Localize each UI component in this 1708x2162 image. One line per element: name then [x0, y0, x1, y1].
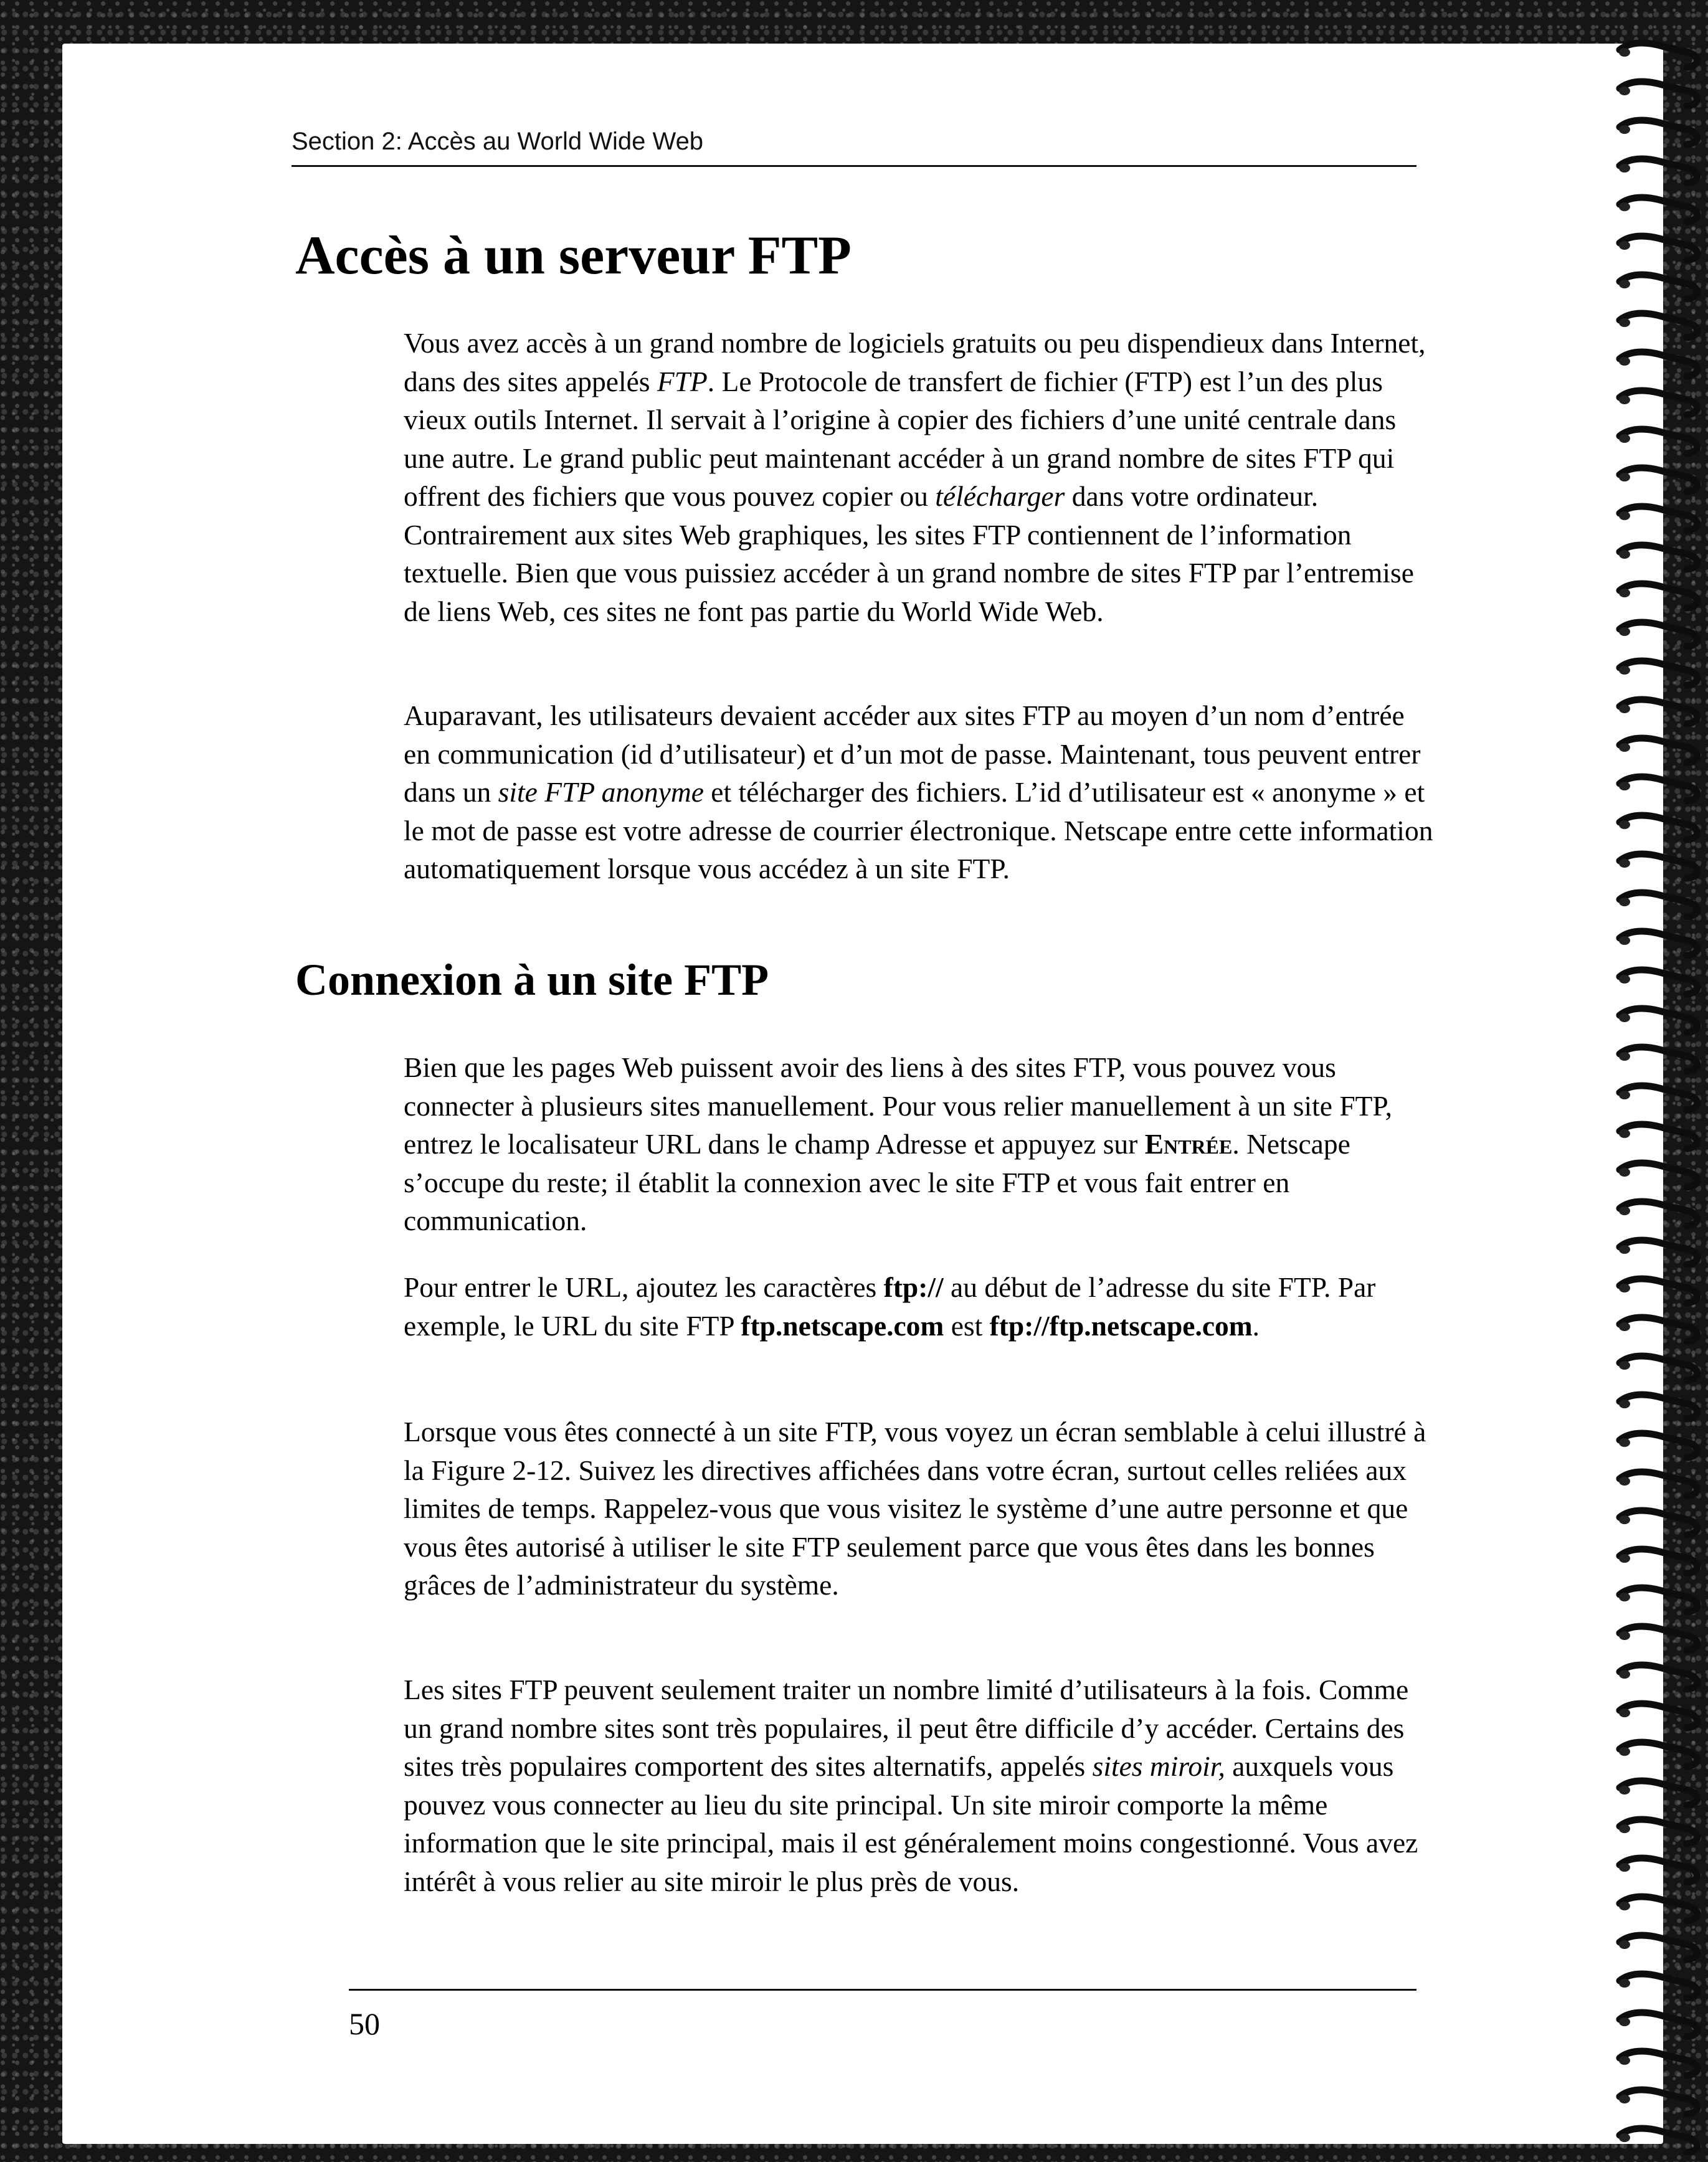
spiral-coil — [1620, 1588, 1697, 1612]
spiral-coil — [1620, 120, 1697, 145]
binding-hole — [1619, 1747, 1630, 1756]
spiral-coil — [1620, 1086, 1697, 1110]
spiral-coil — [1620, 970, 1697, 994]
spiral-coil — [1620, 506, 1697, 531]
spiral-coil — [1620, 2128, 1697, 2153]
binding-hole — [1619, 1709, 1630, 1717]
binding-hole — [1619, 1284, 1630, 1292]
binding-hole — [1619, 1052, 1630, 1061]
binding-hole — [1619, 1902, 1630, 1910]
page-title: Accès à un serveur FTP — [295, 225, 852, 286]
paragraph-url-format: Pour entrer le URL, ajoutez les caractères ftp:// au début de l’adresse du site FTP. Par exemple, le URL du site FTP ftp.netscape.com est ftp://ftp.netscape.com. — [404, 1271, 1376, 1342]
running-header: Section 2: Accès au World Wide Web — [292, 128, 704, 155]
binding-hole — [1619, 87, 1630, 95]
binding-hole — [1619, 1554, 1630, 1563]
footer-rule — [349, 1989, 1416, 1991]
binding-hole — [1619, 782, 1630, 790]
spiral-coil — [1620, 197, 1697, 222]
binding-hole — [1619, 318, 1630, 327]
spiral-coil — [1620, 854, 1697, 878]
binding-hole — [1619, 1091, 1630, 1099]
binding-hole — [1619, 1515, 1630, 1524]
binding-hole — [1619, 820, 1630, 829]
header-rule — [292, 165, 1416, 167]
spiral-coil — [1620, 159, 1697, 183]
spiral-coil — [1620, 391, 1697, 415]
spiral-coil — [1620, 1163, 1697, 1187]
spiral-coil — [1620, 1935, 1697, 1960]
spiral-coil — [1620, 1549, 1697, 1573]
spiral-coils-icon — [1607, 25, 1708, 2155]
binding-hole — [1619, 550, 1630, 559]
binding-hole — [1619, 473, 1630, 481]
spiral-coil — [1620, 2013, 1697, 2037]
spiral-coil — [1620, 275, 1697, 299]
binding-hole — [1619, 2056, 1630, 2065]
section-heading: Connexion à un site FTP — [295, 955, 769, 1005]
spiral-coil — [1620, 1202, 1697, 1226]
spiral-coil — [1620, 1472, 1697, 1496]
binding-hole — [1619, 666, 1630, 675]
spiral-coil — [1620, 1858, 1697, 1882]
binding-hole — [1619, 1361, 1630, 1370]
binding-hole — [1619, 164, 1630, 173]
paragraph-mirror-sites: Les sites FTP peuvent seulement traiter un nombre limité d’utilisateurs à la fois. Comme un grand nombre sites sont très populaires, il peut être difficile d’y accéder. Certains des sites très populaires comportent des sites alternatifs, appelés sites miroir, auxquels vous pouvez vous connecter au lieu du site principal. Un site miroir comporte la même information que le site principal, mais il est généralement moins congestionné. Vous avez intérêt à vous relier au site miroir le plus près de vous. — [404, 1674, 1418, 1897]
spiral-coil — [1620, 1626, 1697, 1651]
binding-hole — [1619, 1477, 1630, 1486]
binding-hole — [1619, 1129, 1630, 1138]
spiral-coil — [1620, 43, 1697, 67]
spiral-coil — [1620, 584, 1697, 608]
binding-hole — [1619, 202, 1630, 211]
paragraph-connect-manually: Bien que les pages Web puissent avoir des liens à des sites FTP, vous pouvez vous connecter à plusieurs sites manuellement. Pour vous relier manuellement à un site FTP, entrez le localisateur URL dans le champ Adresse et appuyez sur Entrée. Netscape s’occupe du reste; il établit la connexion avec le site FTP et vous fait entrer en communication. — [404, 1051, 1393, 1236]
spiral-coil — [1620, 2051, 1697, 2075]
binding-hole — [1619, 975, 1630, 984]
binding-hole — [1619, 1979, 1630, 1988]
spiral-coil — [1620, 1781, 1697, 1805]
spiral-coil — [1620, 236, 1697, 260]
binding-hole — [1619, 1245, 1630, 1254]
binding-hole — [1619, 1013, 1630, 1022]
binding-hole — [1619, 434, 1630, 443]
binding-hole — [1619, 704, 1630, 713]
binding-hole — [1619, 898, 1630, 906]
binding-hole — [1619, 859, 1630, 868]
spiral-coil — [1620, 893, 1697, 917]
binding-hole — [1619, 280, 1630, 288]
spiral-coil — [1620, 622, 1697, 647]
spiral-coil — [1620, 352, 1697, 376]
binding-hole — [1619, 396, 1630, 404]
spiral-coil — [1620, 1704, 1697, 1728]
binding-hole — [1619, 241, 1630, 250]
spiral-coil — [1620, 1974, 1697, 1998]
spiral-coil — [1620, 815, 1697, 840]
spiral-coil — [1620, 1819, 1697, 1844]
spiral-coil — [1620, 545, 1697, 569]
spiral-coil — [1620, 1742, 1697, 1766]
spiral-coil — [1620, 429, 1697, 453]
binding-hole — [1619, 743, 1630, 752]
paragraph-anonymous-ftp: Auparavant, les utilisateurs devaient accéder aux sites FTP au moyen d’un nom d’entrée en communication (id d’utilisateur) et d’un mot de passe. Maintenant, tous peuvent entrer dans un site FTP anonyme et télécharger des fichiers. L’id d’utilisateur est « anonyme » et le mot de passe est votre adresse de courrier électronique. Netscape entre cette information automatiquement lorsque vous accédez à un site FTP. — [404, 699, 1433, 884]
binding-hole — [1619, 1400, 1630, 1408]
spiral-coil — [1620, 1279, 1697, 1303]
binding-hole — [1619, 48, 1630, 57]
spiral-coil — [1620, 82, 1697, 106]
binding-hole — [1619, 1438, 1630, 1447]
binding-hole — [1619, 511, 1630, 520]
spiral-coil — [1620, 699, 1697, 724]
binding-hole — [1619, 357, 1630, 366]
spiral-coil — [1620, 1356, 1697, 1380]
binding-hole — [1619, 627, 1630, 636]
binding-hole — [1619, 1786, 1630, 1795]
spiral-coil — [1620, 2090, 1697, 2114]
spiral-coil — [1620, 1433, 1697, 1458]
binding-hole — [1619, 1322, 1630, 1331]
spiral-coil — [1620, 1665, 1697, 1689]
spiral-coil — [1620, 1047, 1697, 1071]
spiral-coil — [1620, 661, 1697, 685]
spiral-coil — [1620, 1124, 1697, 1149]
spiral-coil — [1620, 1510, 1697, 1535]
paragraph-ftp-intro: Vous avez accès à un grand nombre de logiciels gratuits ou peu dispendieux dans Internet, dans des sites appelés FTP. Le Protocole de transfert de fichier (FTP) est l’un des plus vieux outils Internet. Il servait à l’origine à copier des fichiers d’une unité centrale dans une autre. Le grand public peut maintenant accéder à un grand nombre de sites FTP qui offrent des fichiers que vous pouvez copier ou télécharger dans votre ordinateur. Contrairement aux sites Web graphiques, les sites FTP contiennent de l’information textuelle. Bien que vous puissiez accéder à un grand nombre de sites FTP par l’entremise de liens Web, ces sites ne font pas partie du World Wide Web. — [404, 327, 1426, 627]
binding-hole — [1619, 1940, 1630, 1949]
binding-hole — [1619, 936, 1630, 945]
binding-hole — [1619, 2133, 1630, 2142]
spiral-coil — [1620, 468, 1697, 492]
page-number: 50 — [349, 2006, 380, 2041]
binding-hole — [1619, 1824, 1630, 1833]
binding-hole — [1619, 1631, 1630, 1640]
spiral-coil — [1620, 777, 1697, 801]
spiral-coil — [1620, 738, 1697, 762]
spiral-coil — [1620, 1317, 1697, 1342]
binding-hole — [1619, 125, 1630, 134]
binding-hole — [1619, 589, 1630, 597]
binding-hole — [1619, 1670, 1630, 1679]
spiral-binding — [1607, 25, 1708, 2155]
binding-hole — [1619, 1168, 1630, 1177]
paragraph-connected-screen: Lorsque vous êtes connecté à un site FTP, vous voyez un écran semblable à celui illustré à la Figure 2-12. Suivez les directives affichées dans votre écran, surtout celles reliées aux limites de temps. Rappelez-vous que vous visitez le système d’une autre personne et que vous êtes autorisé à utiliser le site FTP seulement parce que vous êtes dans les bonnes grâces de l’administrateur du système. — [404, 1416, 1426, 1601]
binding-hole — [1619, 2017, 1630, 2026]
spiral-coil — [1620, 1008, 1697, 1033]
spiral-coil — [1620, 313, 1697, 338]
binding-hole — [1619, 2095, 1630, 2103]
binding-hole — [1619, 1863, 1630, 1872]
spiral-coil — [1620, 931, 1697, 955]
binding-hole — [1619, 1207, 1630, 1215]
spiral-coil — [1620, 1897, 1697, 1921]
spiral-coil — [1620, 1240, 1697, 1264]
spiral-coil — [1620, 1395, 1697, 1419]
binding-hole — [1619, 1593, 1630, 1601]
